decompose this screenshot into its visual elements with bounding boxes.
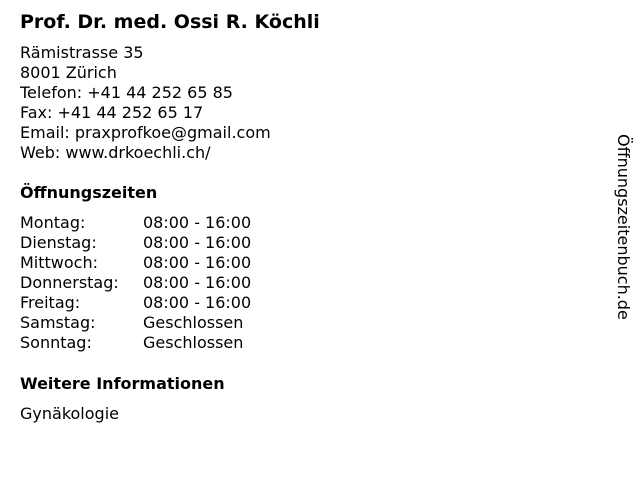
hours-row (20, 233, 251, 253)
day-label: Samstag: (20, 313, 96, 332)
time-value: 08:00 - 16:00 (143, 233, 252, 252)
address-city: 8001 Zürich (20, 63, 117, 82)
hours-row (20, 213, 251, 233)
time-value: Geschlossen (143, 333, 244, 352)
day-label: Sonntag: (20, 333, 92, 352)
brand-watermark: Öffnungszeitenbuch.de (614, 134, 633, 320)
time-value: 08:00 - 16:00 (143, 213, 252, 232)
further-info-heading: Weitere Informationen (20, 374, 225, 393)
day-label: Donnerstag: (20, 273, 119, 292)
phone-number: Telefon: +41 44 252 65 85 (20, 83, 233, 102)
hours-row (20, 333, 251, 353)
page-title: Prof. Dr. med. Ossi R. Köchli (20, 11, 320, 33)
time-value: 08:00 - 16:00 (143, 273, 252, 292)
time-value: Geschlossen (143, 313, 244, 332)
opening-hours-heading: Öffnungszeiten (20, 183, 158, 202)
fax-number: Fax: +41 44 252 65 17 (20, 103, 204, 122)
day-label: Dienstag: (20, 233, 97, 252)
hours-row (20, 313, 251, 333)
hours-row (20, 253, 251, 273)
contact-block (20, 43, 271, 163)
opening-hours-table (20, 213, 251, 353)
address-street: Rämistrasse 35 (20, 43, 144, 62)
hours-row (20, 273, 251, 293)
day-label: Montag: (20, 213, 86, 232)
day-label: Mittwoch: (20, 253, 98, 272)
time-value: 08:00 - 16:00 (143, 293, 252, 312)
time-value: 08:00 - 16:00 (143, 253, 252, 272)
website-link[interactable]: Web: www.drkoechli.ch/ (20, 143, 211, 162)
hours-row (20, 293, 251, 313)
further-info-text: Gynäkologie (20, 404, 119, 423)
email-address: Email: praxprofkoe@gmail.com (20, 123, 271, 142)
day-label: Freitag: (20, 293, 81, 312)
